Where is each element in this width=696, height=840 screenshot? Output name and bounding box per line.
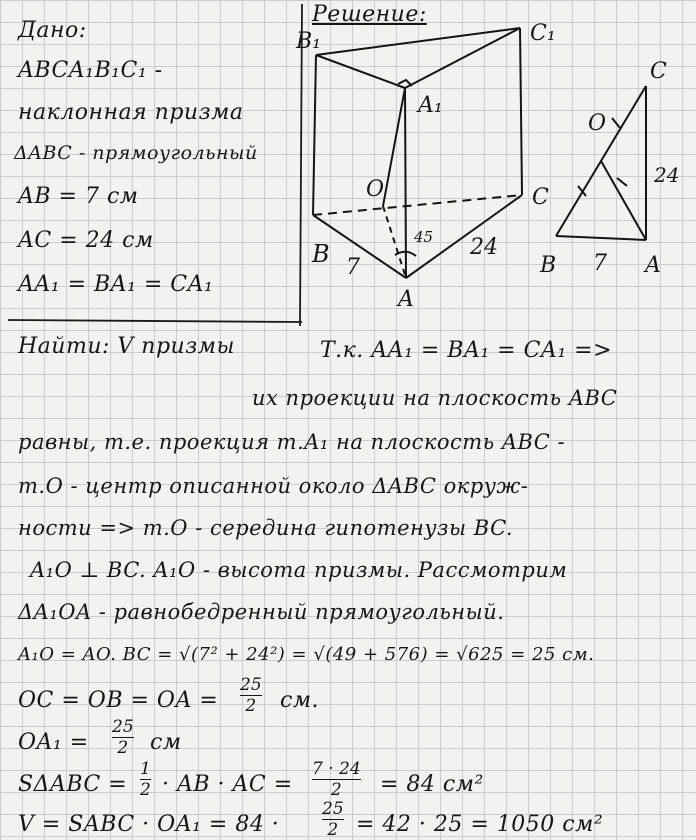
solution-line-3: равны, т.е. проекция т.A₁ на плоскость ABC -	[18, 430, 566, 454]
solution-line-10-left: OA₁ =	[18, 730, 89, 755]
label-o: O	[366, 177, 385, 202]
fraction-area-numerator: 7 · 24	[312, 759, 361, 779]
solution-line-4: т.O - центр описанной около ΔABC окруж-	[18, 474, 529, 498]
fraction-area-denominator: 2	[330, 780, 342, 800]
given-line-prism: ABCA₁B₁C₁ -	[18, 58, 163, 83]
fraction-oa-numerator: 25	[240, 675, 262, 695]
tri-label-24: 24	[654, 163, 680, 187]
solution-line-6: A₁O ⊥ BC. A₁O - высота призмы. Рассмотрим	[30, 558, 568, 582]
fraction-half-numerator: 1	[140, 759, 151, 779]
segment-o-a	[383, 206, 406, 278]
fraction-area	[312, 760, 361, 799]
edge-a1-c1	[405, 28, 520, 88]
edge-b-b1	[313, 55, 316, 215]
right-angle-mark	[398, 80, 412, 86]
edge-a-a1	[405, 88, 406, 278]
label-edge-7: 7	[346, 255, 360, 280]
tri-tick-3	[617, 178, 627, 186]
tri-label-a: A	[645, 253, 661, 278]
solution-line-12-right: = 42 · 25 = 1050 см²	[356, 812, 604, 837]
solution-line-12-left: V = SABC · OA₁ = 84 ·	[18, 812, 280, 837]
tri-tick-1	[612, 118, 620, 128]
edge-b1-c1	[316, 28, 520, 55]
edge-b-o-c-hidden	[313, 195, 522, 215]
label-b: B	[312, 240, 330, 268]
solution-line-10-unit: см	[150, 730, 182, 755]
solution-line-11-mid: · AB · AC =	[162, 772, 293, 797]
tri-label-b: B	[540, 253, 557, 278]
solution-line-2: их проекции на плоскость ABC	[252, 386, 618, 410]
edge-c-c1	[520, 28, 522, 195]
given-line-right-triangle: ΔABC - прямоугольный	[14, 142, 258, 164]
fraction-volume-numerator: 25	[322, 799, 344, 819]
fraction-oa	[240, 676, 262, 715]
given-line-inclined: наклонная призма	[18, 100, 244, 125]
label-edge-24: 24	[470, 235, 498, 260]
fraction-oa1-numerator: 25	[112, 717, 134, 737]
tri-label-c: C	[650, 59, 667, 84]
given-line-ab: AB = 7 см	[18, 184, 139, 209]
edge-b1-a1	[316, 55, 405, 88]
label-a1: A₁	[418, 93, 443, 118]
solution-line-9-unit: см.	[280, 688, 320, 713]
given-title: Дано:	[18, 18, 87, 43]
solution-line-9-left: OC = OB = OA =	[18, 688, 219, 713]
solution-line-5: ности => т.O - середина гипотенузы BC.	[18, 516, 514, 540]
given-line-ac: AC = 24 см	[18, 228, 154, 253]
solution-line-8: A₁O = AO. BC = √(7² + 24²) = √(49 + 576) = √625 = 25 см.	[18, 644, 595, 665]
fraction-volume	[322, 800, 344, 839]
tri-b-a	[556, 236, 646, 240]
fraction-oa1	[112, 718, 134, 757]
solution-title: Решение:	[312, 2, 427, 27]
find-label: Найти: V призмы	[18, 334, 235, 359]
triangle-drawing	[556, 86, 646, 240]
fraction-oa-denominator: 2	[245, 696, 257, 716]
tri-o-a	[601, 161, 646, 240]
tri-label-7: 7	[593, 251, 607, 276]
fraction-oa1-denominator: 2	[117, 738, 129, 758]
solution-line-1: Т.к. AA₁ = BA₁ = CA₁ =>	[320, 338, 612, 363]
given-frame-horizontal	[8, 320, 302, 322]
label-a: A	[398, 287, 414, 312]
solution-line-11-right: = 84 см²	[380, 772, 484, 797]
fraction-half	[140, 760, 151, 799]
segment-o-a1	[383, 88, 405, 206]
label-c: C	[532, 185, 549, 210]
label-angle-45: 45	[414, 228, 434, 246]
fraction-volume-denominator: 2	[327, 820, 339, 840]
fraction-half-denominator: 2	[140, 780, 151, 800]
solution-line-11-left: SΔABC =	[18, 772, 128, 797]
given-line-equal-edges: AA₁ = BA₁ = CA₁	[18, 272, 214, 297]
label-c1: C₁	[530, 21, 556, 46]
label-b1: B₁	[296, 29, 321, 54]
solution-line-7: ΔA₁OA - равнобедренный прямоугольный.	[18, 600, 505, 624]
tri-label-o: O	[588, 111, 607, 136]
